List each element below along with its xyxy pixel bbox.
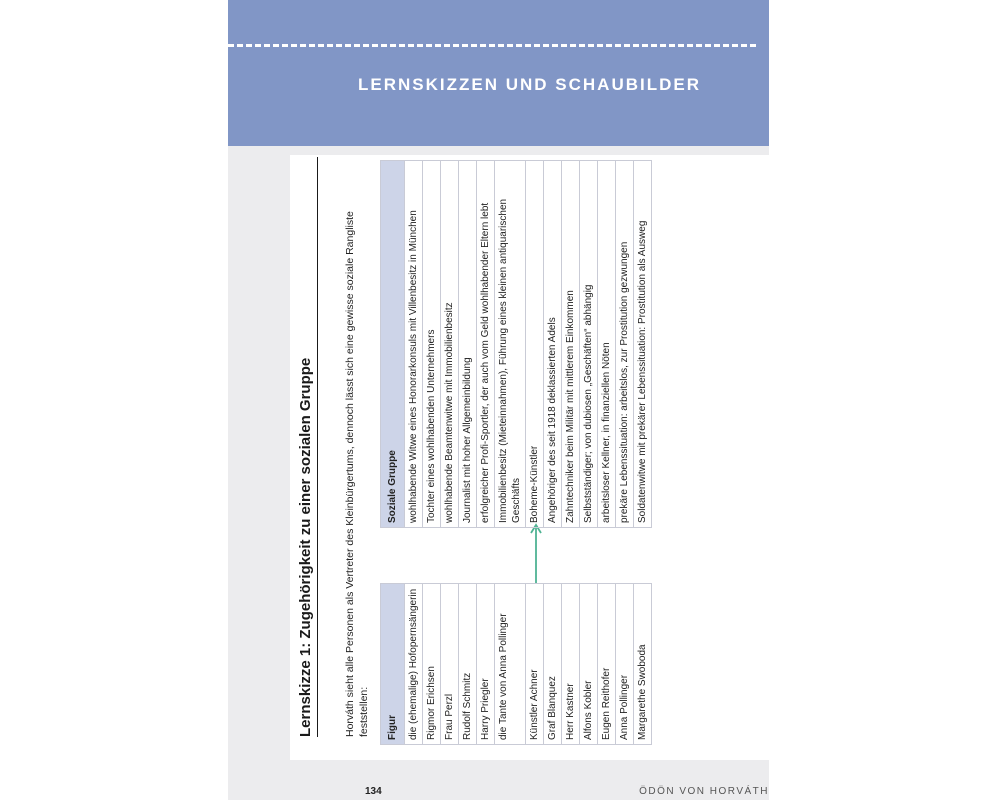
figure-column-header: Figur <box>381 584 405 745</box>
figure-cell: Anna Pollinger <box>616 584 634 745</box>
table-row <box>544 584 562 745</box>
figure-cell: Künstler Achner <box>526 584 544 745</box>
rotated-learning-sketch <box>297 155 737 745</box>
table-row <box>477 161 495 528</box>
table-row <box>405 584 423 745</box>
table-row <box>495 584 526 745</box>
figure-cell: Rigmor Erichsen <box>423 584 441 745</box>
table-row <box>477 584 495 745</box>
page-number: 134 <box>365 786 382 797</box>
chapter-title: LERNSKIZZEN UND SCHAUBILDER <box>358 75 701 94</box>
table-row <box>459 584 477 745</box>
table-row <box>441 584 459 745</box>
table-row <box>616 161 634 528</box>
table-row <box>616 584 634 745</box>
social-group-table <box>380 160 652 528</box>
table-row <box>580 161 598 528</box>
table-row <box>634 161 652 528</box>
group-cell: Journalist mit hoher Allgemeinbildung <box>459 161 477 528</box>
arrow-icon <box>530 521 542 585</box>
group-cell: Angehöriger des seit 1918 deklassierten Adels <box>544 161 562 528</box>
figure-cell: die Tante von Anna Pollinger <box>495 584 526 745</box>
group-cell: erfolgreicher Profi-Sportler, der auch vom Geld wohlhabender Eltern lebt <box>477 161 495 528</box>
group-column-header: Soziale Gruppe <box>381 161 405 528</box>
table-row <box>526 584 544 745</box>
figure-cell: die (ehemalige) Hofopernsängerin <box>405 584 423 745</box>
figure-cell: Frau Perzl <box>441 584 459 745</box>
chapter-header-band <box>228 0 769 146</box>
figure-cell: Harry Priegler <box>477 584 495 745</box>
group-cell: prekäre Lebenssituation: arbeitslos, zur Prostitution gezwungen <box>616 161 634 528</box>
table-row <box>598 161 616 528</box>
group-cell: Immobilienbesitz (Mieteinnahmen), Führung eines kleinen antiquarischen Geschäfts <box>495 161 526 528</box>
group-cell: wohlhabende Beamtenwitwe mit Immobilienbesitz <box>441 161 459 528</box>
figure-cell: Rudolf Schmitz <box>459 584 477 745</box>
table-row <box>495 161 526 528</box>
dashed-divider <box>228 44 756 47</box>
figure-cell: Graf Blanquez <box>544 584 562 745</box>
table-row <box>562 161 580 528</box>
group-cell: arbeitsloser Kellner, in finanziellen Nöten <box>598 161 616 528</box>
group-cell: Soldatenwitwe mit prekärer Lebenssituation: Prostitution als Ausweg <box>634 161 652 528</box>
group-cell: Zahntechniker beim Militär mit mittlerem Einkommen <box>562 161 580 528</box>
table-row <box>544 161 562 528</box>
group-cell: wohlhabende Witwe eines Honorarkonsuls mit Villenbesitz in München <box>405 161 423 528</box>
group-cell: Tochter eines wohlhabenden Unternehmers <box>423 161 441 528</box>
table-row <box>598 584 616 745</box>
sketch-intro: Horváth sieht alle Personen als Vertreter des Kleinbürgertums, dennoch lässt sich eine gewisse soziale Rangliste feststellen: <box>344 211 370 737</box>
figure-cell: Margarethe Swoboda <box>634 584 652 745</box>
running-footer-author: ÖDÖN VON HORVÁTH <box>639 786 769 797</box>
table-row <box>634 584 652 745</box>
table-row <box>423 584 441 745</box>
figure-cell: Eugen Reithofer <box>598 584 616 745</box>
table-row <box>441 161 459 528</box>
group-cell: Boheme-Künstler <box>526 161 544 528</box>
table-row <box>423 161 441 528</box>
table-row <box>580 584 598 745</box>
sketch-heading: Lernskizze 1: Zugehörigkeit zu einer sozialen Gruppe <box>297 157 318 737</box>
table-row <box>562 584 580 745</box>
figure-cell: Herr Kastner <box>562 584 580 745</box>
table-row <box>526 161 544 528</box>
figure-cell: Alfons Kobler <box>580 584 598 745</box>
table-row <box>405 161 423 528</box>
table-row <box>459 161 477 528</box>
group-cell: Selbstständiger; von dubiosen „Geschäften“ abhängig <box>580 161 598 528</box>
figure-table <box>380 583 652 745</box>
